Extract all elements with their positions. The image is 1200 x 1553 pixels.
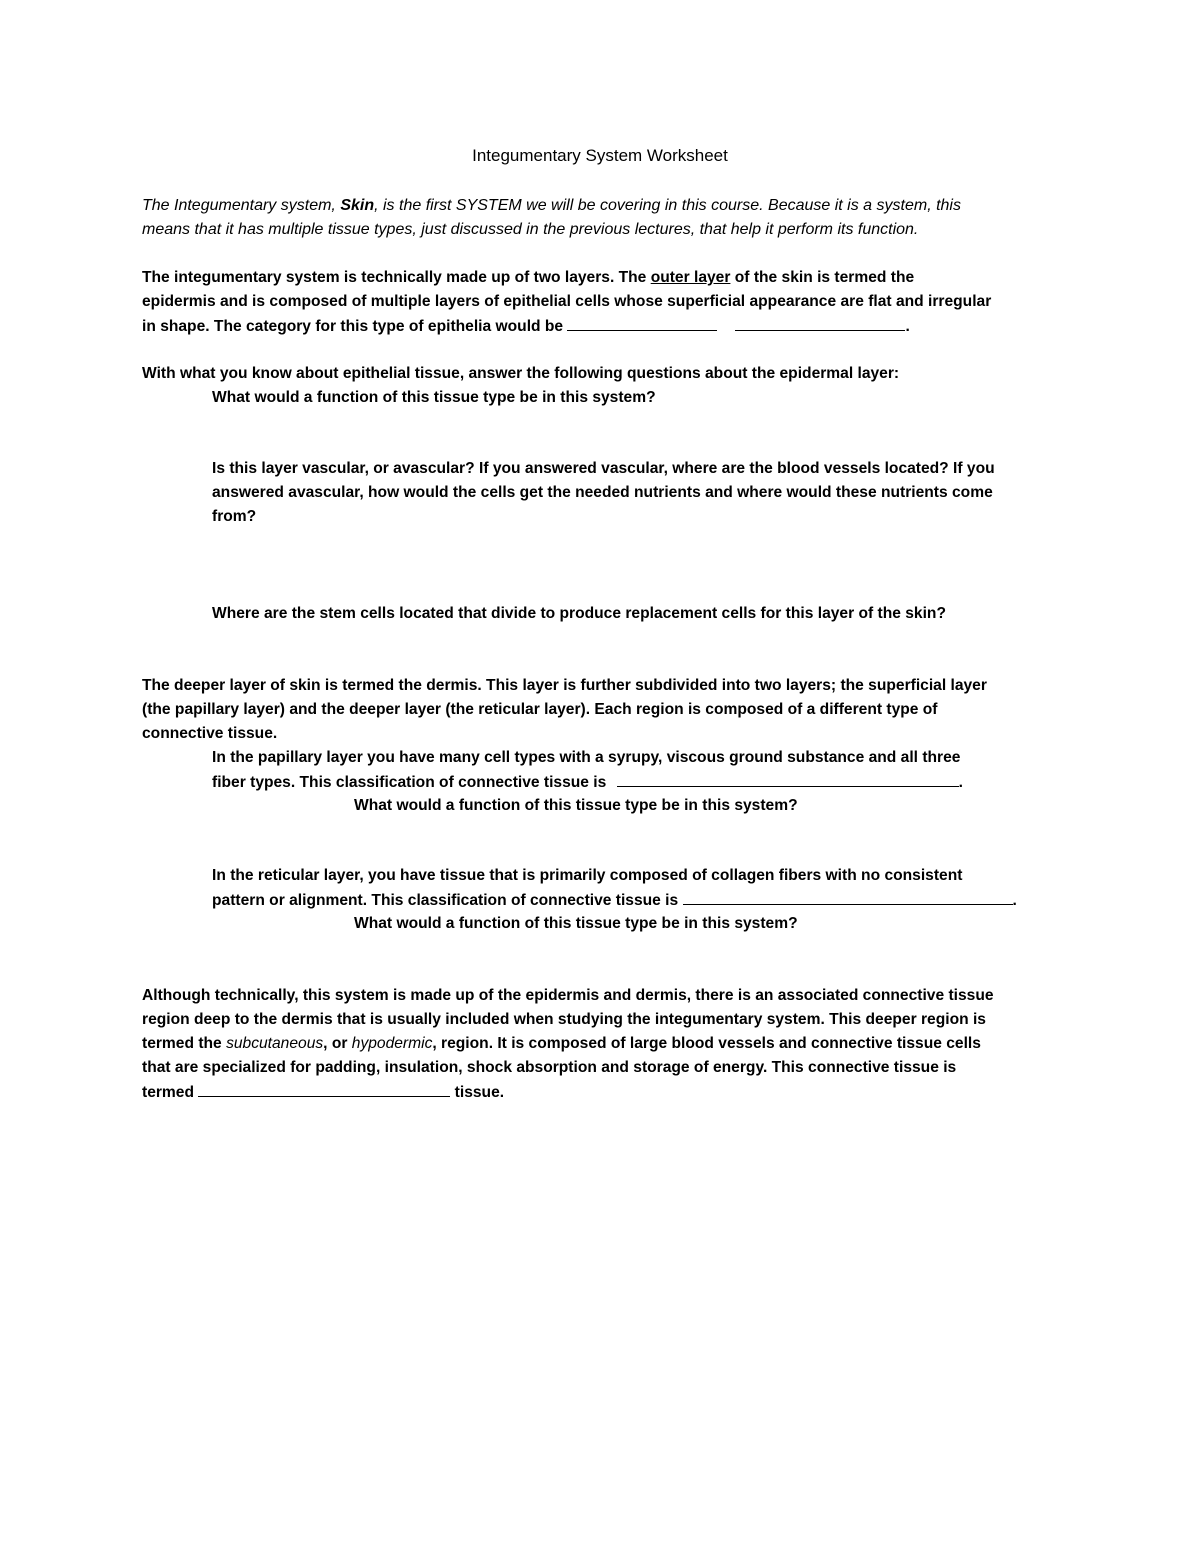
reticular-line-1: In the reticular layer, you have tissue that is primarily composed of collagen fibers with no consistent [212, 867, 963, 884]
papillary-line-1: In the papillary layer you have many cell types with a syrupy, viscous ground substance and all three [212, 749, 961, 766]
question-vascular-line-1: Is this layer vascular, or avascular? If you answered vascular, where are the blood vessels located? If you [212, 460, 995, 477]
subcutaneous-tissue-blank[interactable] [198, 1080, 450, 1097]
p4-line-2: region deep to the dermis that is usually included when studying the integumentary system. This deeper region is [142, 1011, 986, 1028]
epithelia-blank-2[interactable] [735, 314, 905, 331]
reticular-text: pattern or alignment. This classification of connective tissue is [212, 892, 683, 909]
page-title: Integumentary System Worksheet [472, 146, 728, 165]
intro-line-2: means that it has multiple tissue types, just discussed in the previous lectures, that help it perform its function. [142, 221, 919, 238]
p4-text: , region. It is composed of large blood vessels and connective tissue cells [432, 1035, 981, 1052]
p1-text: in shape. The category for this type of epithelia would be [142, 318, 568, 335]
subcutaneous-term: subcutaneous [226, 1035, 324, 1052]
question-papillary-function: What would a function of this tissue type be in this system? [354, 797, 798, 814]
reticular-classification-blank[interactable] [683, 888, 1013, 905]
p4-text: termed [142, 1084, 199, 1101]
p4-text: tissue. [450, 1084, 505, 1101]
question-vascular-line-3: from? [212, 508, 257, 525]
question-epidermis-function: What would a function of this tissue type be in this system? [212, 389, 656, 406]
hypodermic-term: hypodermic [351, 1035, 433, 1052]
intro-skin-term: Skin [340, 197, 375, 214]
p1-line-1 [142, 266, 1072, 290]
intro-text: The Integumentary system, [142, 197, 341, 214]
p1-text: of the skin is termed the [730, 269, 915, 286]
p4-text: termed the [142, 1035, 227, 1052]
p3-line-1: The deeper layer of skin is termed the dermis. This layer is further subdivided into two layers; the superficial layer [142, 677, 987, 694]
p3-line-3: connective tissue. [142, 725, 278, 742]
papillary-line-2 [212, 770, 1072, 795]
papillary-text: fiber types. This classification of connective tissue is [212, 774, 611, 791]
intro-line-1 [142, 194, 1072, 218]
p1-line-3 [142, 314, 1072, 339]
reticular-line-2 [212, 888, 1072, 913]
p1-end: . [905, 318, 910, 335]
papillary-end: . [958, 774, 963, 791]
question-stem-cells: Where are the stem cells located that divide to produce replacement cells for this layer of the skin? [212, 605, 946, 622]
p1-text: The integumentary system is technically made up of two layers. The [142, 269, 651, 286]
p2-line-1: With what you know about epithelial tissue, answer the following questions about the epidermal layer: [142, 365, 900, 382]
intro-text: , is the first SYSTEM we will be covering in this course. Because it is a system, this [374, 197, 961, 214]
p4-line-5 [142, 1080, 1072, 1105]
epithelia-blank-1[interactable] [567, 314, 717, 331]
p4-text: , or [323, 1035, 352, 1052]
p1-line-2: epidermis and is composed of multiple layers of epithelial cells whose superficial appearance are flat and irregular [142, 293, 992, 310]
p4-line-3 [142, 1032, 1072, 1056]
reticular-end: . [1012, 892, 1017, 909]
outer-layer-term: outer layer [650, 269, 731, 286]
p4-line-4: that are specialized for padding, insulation, shock absorption and storage of energy. This connective tissue is [142, 1059, 957, 1076]
question-reticular-function: What would a function of this tissue type be in this system? [354, 915, 798, 932]
question-vascular-line-2: answered avascular, how would the cells get the needed nutrients and where would these nutrients come [212, 484, 993, 501]
p4-line-1: Although technically, this system is made up of the epidermis and dermis, there is an associated connective tissue [142, 987, 994, 1004]
p3-line-2: (the papillary layer) and the deeper layer (the reticular layer). Each region is composed of a different type of [142, 701, 938, 718]
papillary-classification-blank[interactable] [617, 770, 959, 787]
